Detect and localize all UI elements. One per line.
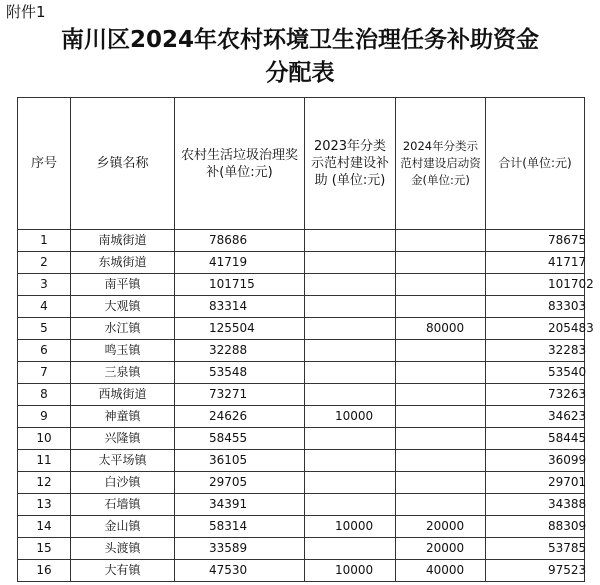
row-index-cell: 13 xyxy=(18,494,71,516)
row-demo-2024-cell xyxy=(396,274,486,296)
row-index-cell: 1 xyxy=(18,230,71,252)
row-town-cell: 白沙镇 xyxy=(71,472,175,494)
table-row xyxy=(18,296,585,318)
row-index-cell: 10 xyxy=(18,428,71,450)
table-header-row xyxy=(18,98,585,230)
row-town-cell: 兴隆镇 xyxy=(71,428,175,450)
row-demo-2023-cell xyxy=(305,296,396,318)
row-index-cell: 4 xyxy=(18,296,71,318)
row-waste-subsidy-cell: 24626 xyxy=(175,406,305,428)
row-total-cell: 73263 xyxy=(486,384,585,406)
table-row xyxy=(18,362,585,384)
table-row xyxy=(18,516,585,538)
row-town-cell: 石墙镇 xyxy=(71,494,175,516)
row-demo-2024-cell xyxy=(396,450,486,472)
row-demo-2024-cell xyxy=(396,340,486,362)
row-index-cell: 7 xyxy=(18,362,71,384)
row-total-cell: 97523 xyxy=(486,560,585,582)
row-demo-2023-cell xyxy=(305,494,396,516)
row-town-cell: 西城街道 xyxy=(71,384,175,406)
header-town: 乡镇名称 xyxy=(71,98,175,230)
row-index-cell: 16 xyxy=(18,560,71,582)
row-index-cell: 6 xyxy=(18,340,71,362)
table-row xyxy=(18,472,585,494)
row-demo-2024-cell xyxy=(396,252,486,274)
row-total-cell: 41717 xyxy=(486,252,585,274)
row-demo-2023-cell xyxy=(305,362,396,384)
row-total-cell: 58445 xyxy=(486,428,585,450)
row-demo-2023-cell: 10000 xyxy=(305,516,396,538)
header-waste-subsidy: 农村生活垃圾治理奖补(单位:元) xyxy=(175,98,305,230)
row-waste-subsidy-cell: 83314 xyxy=(175,296,305,318)
table-row xyxy=(18,384,585,406)
row-demo-2023-cell xyxy=(305,472,396,494)
row-total-cell: 205483 xyxy=(486,318,585,340)
row-demo-2023-cell xyxy=(305,252,396,274)
row-demo-2024-cell xyxy=(396,494,486,516)
row-demo-2023-cell xyxy=(305,450,396,472)
row-total-cell: 101702 xyxy=(486,274,585,296)
row-town-cell: 太平场镇 xyxy=(71,450,175,472)
row-town-cell: 金山镇 xyxy=(71,516,175,538)
row-waste-subsidy-cell: 101715 xyxy=(175,274,305,296)
row-demo-2023-cell xyxy=(305,230,396,252)
row-total-cell: 88309 xyxy=(486,516,585,538)
row-demo-2024-cell: 40000 xyxy=(396,560,486,582)
row-demo-2024-cell: 80000 xyxy=(396,318,486,340)
row-town-cell: 头渡镇 xyxy=(71,538,175,560)
row-demo-2023-cell xyxy=(305,538,396,560)
row-town-cell: 鸣玉镇 xyxy=(71,340,175,362)
attachment-label: 附件1 xyxy=(6,3,46,21)
table-row xyxy=(18,230,585,252)
row-index-cell: 2 xyxy=(18,252,71,274)
row-demo-2024-cell xyxy=(396,296,486,318)
row-waste-subsidy-cell: 41719 xyxy=(175,252,305,274)
row-index-cell: 8 xyxy=(18,384,71,406)
row-index-cell: 15 xyxy=(18,538,71,560)
row-waste-subsidy-cell: 78686 xyxy=(175,230,305,252)
row-town-cell: 东城街道 xyxy=(71,252,175,274)
row-total-cell: 78675 xyxy=(486,230,585,252)
header-index: 序号 xyxy=(18,98,71,230)
row-index-cell: 11 xyxy=(18,450,71,472)
row-total-cell: 32283 xyxy=(486,340,585,362)
row-total-cell: 34388 xyxy=(486,494,585,516)
row-index-cell: 12 xyxy=(18,472,71,494)
row-waste-subsidy-cell: 47530 xyxy=(175,560,305,582)
title-line-1: 南川区2024年农村环境卫生治理任务补助资金 xyxy=(60,27,539,53)
row-waste-subsidy-cell: 34391 xyxy=(175,494,305,516)
table-row xyxy=(18,560,585,582)
title-line-2: 分配表 xyxy=(265,60,335,86)
row-waste-subsidy-cell: 58455 xyxy=(175,428,305,450)
row-waste-subsidy-cell: 58314 xyxy=(175,516,305,538)
row-demo-2024-cell xyxy=(396,406,486,428)
row-total-cell: 36099 xyxy=(486,450,585,472)
subsidy-allocation-table xyxy=(17,97,594,582)
row-index-cell: 9 xyxy=(18,406,71,428)
table-row xyxy=(18,252,585,274)
header-demo-2024: 2024年分类示范村建设启动资金(单位:元) xyxy=(396,98,486,230)
header-total: 合计(单位:元) xyxy=(486,98,585,230)
row-waste-subsidy-cell: 29705 xyxy=(175,472,305,494)
row-demo-2024-cell xyxy=(396,362,486,384)
row-waste-subsidy-cell: 73271 xyxy=(175,384,305,406)
table-row xyxy=(18,428,585,450)
row-waste-subsidy-cell: 32288 xyxy=(175,340,305,362)
table-row xyxy=(18,450,585,472)
row-demo-2023-cell: 10000 xyxy=(305,560,396,582)
row-total-cell: 83303 xyxy=(486,296,585,318)
row-demo-2024-cell xyxy=(396,428,486,450)
table-row xyxy=(18,274,585,296)
row-town-cell: 大有镇 xyxy=(71,560,175,582)
row-waste-subsidy-cell: 33589 xyxy=(175,538,305,560)
row-total-cell: 53785 xyxy=(486,538,585,560)
row-demo-2023-cell xyxy=(305,318,396,340)
row-town-cell: 大观镇 xyxy=(71,296,175,318)
table-row xyxy=(18,340,585,362)
table-row xyxy=(18,538,585,560)
table-row xyxy=(18,318,585,340)
document-title xyxy=(0,24,600,90)
row-demo-2023-cell: 10000 xyxy=(305,406,396,428)
row-total-cell: 29701 xyxy=(486,472,585,494)
row-index-cell: 3 xyxy=(18,274,71,296)
row-town-cell: 南城街道 xyxy=(71,230,175,252)
row-demo-2024-cell xyxy=(396,384,486,406)
row-demo-2023-cell xyxy=(305,384,396,406)
row-demo-2024-cell xyxy=(396,472,486,494)
row-demo-2024-cell xyxy=(396,230,486,252)
row-demo-2023-cell xyxy=(305,428,396,450)
row-town-cell: 神童镇 xyxy=(71,406,175,428)
table-row xyxy=(18,406,585,428)
row-town-cell: 三泉镇 xyxy=(71,362,175,384)
row-town-cell: 水江镇 xyxy=(71,318,175,340)
table-row xyxy=(18,494,585,516)
row-demo-2023-cell xyxy=(305,340,396,362)
row-town-cell: 南平镇 xyxy=(71,274,175,296)
row-waste-subsidy-cell: 125504 xyxy=(175,318,305,340)
row-demo-2023-cell xyxy=(305,274,396,296)
row-demo-2024-cell: 20000 xyxy=(396,516,486,538)
row-total-cell: 53540 xyxy=(486,362,585,384)
row-index-cell: 14 xyxy=(18,516,71,538)
row-index-cell: 5 xyxy=(18,318,71,340)
header-demo-2023: 2023年分类示范村建设补助 (单位:元) xyxy=(305,98,396,230)
row-demo-2024-cell: 20000 xyxy=(396,538,486,560)
row-total-cell: 34623 xyxy=(486,406,585,428)
row-waste-subsidy-cell: 36105 xyxy=(175,450,305,472)
row-waste-subsidy-cell: 53548 xyxy=(175,362,305,384)
